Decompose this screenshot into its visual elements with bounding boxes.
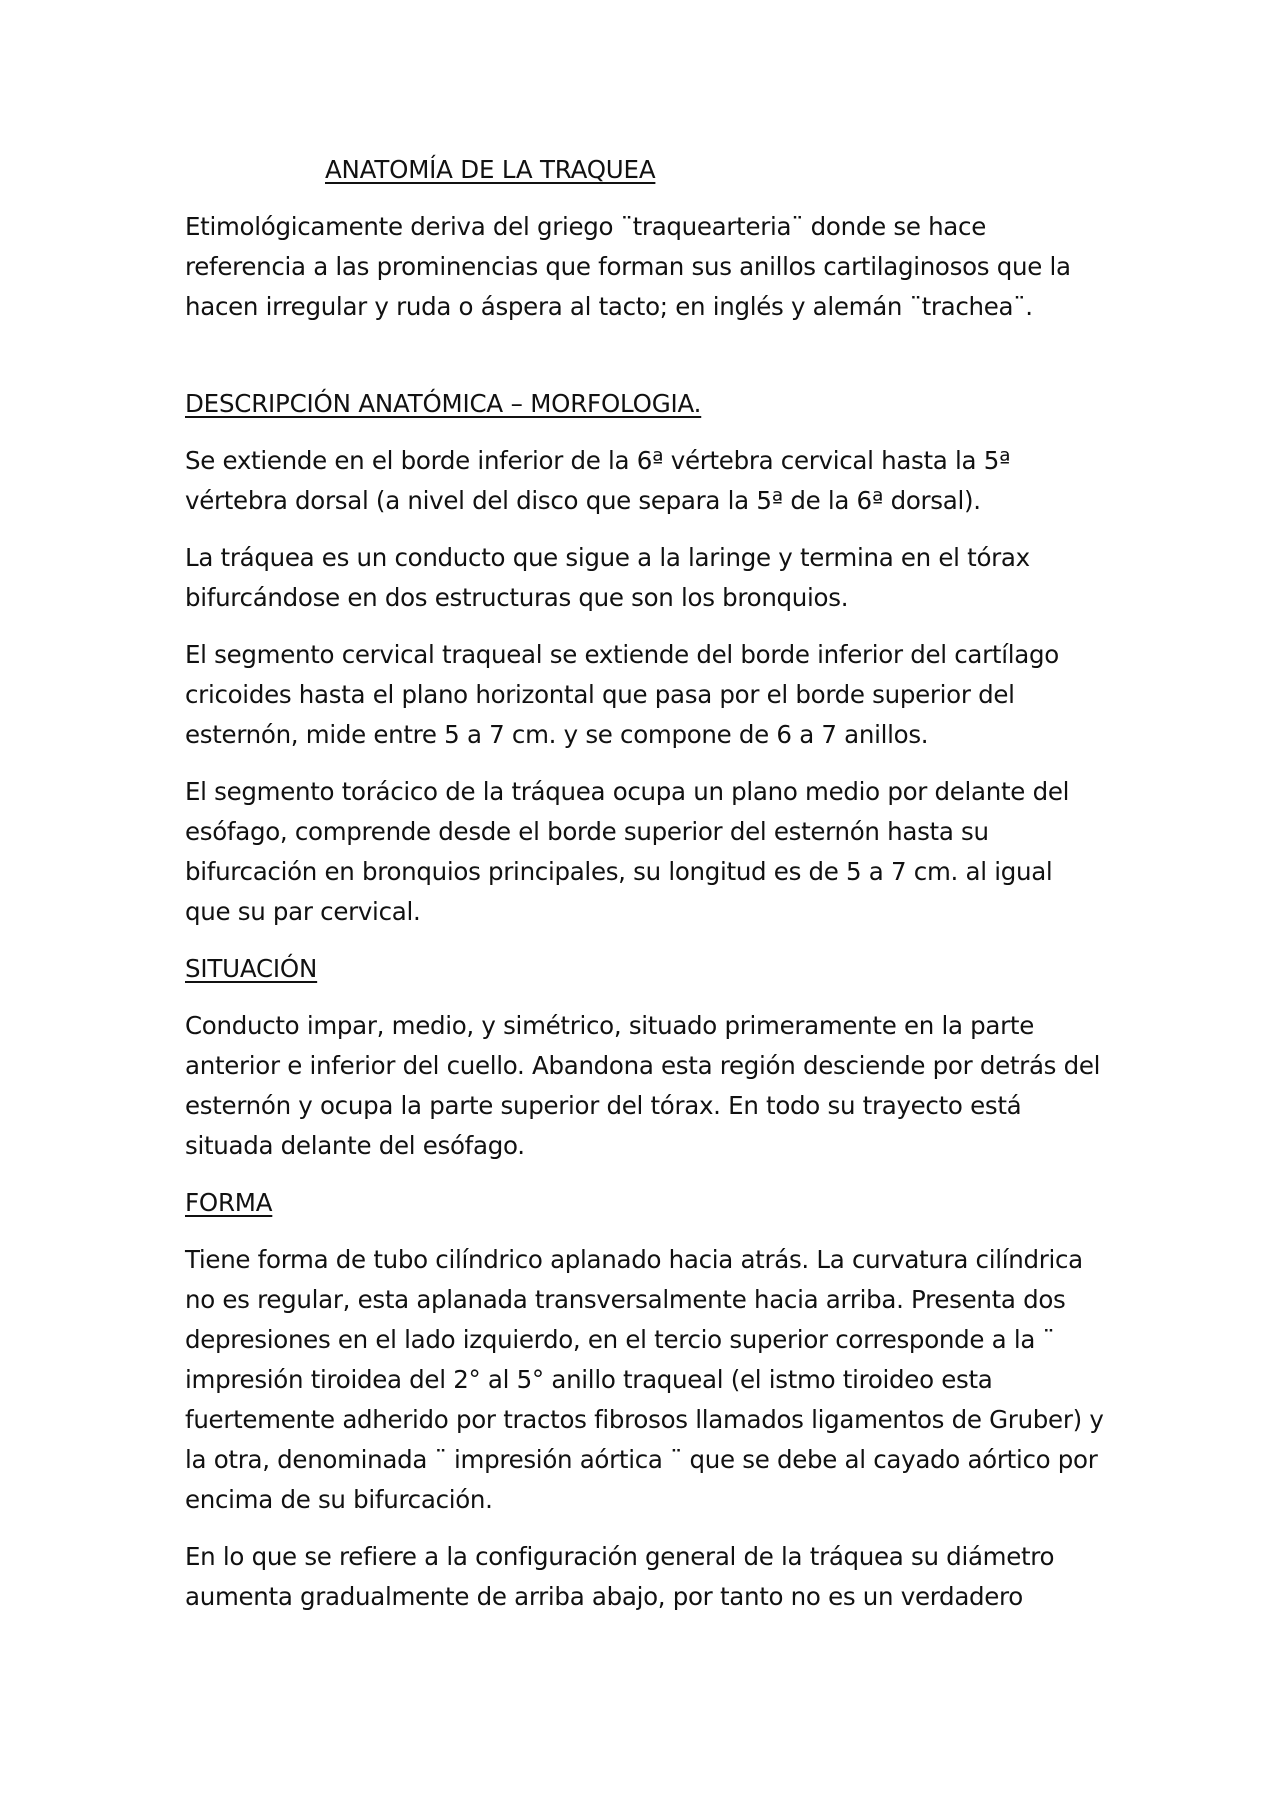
paragraph: El segmento torácico de la tráquea ocupa un plano medio por delante del esófago, comprende desde el borde superior del esternón hasta su bifurcación en bronquios principales, su longitud es de 5 a 7 cm. al igual que su par cervical. <box>185 777 1070 926</box>
spacer <box>185 190 1105 207</box>
paragraph: Se extiende en el borde inferior de la 6ª vértebra cervical hasta la 5ª vértebra dorsal (a nivel del disco que separa la 5ª de la 6ª dorsal). <box>185 446 1011 515</box>
paragraph: Tiene forma de tubo cilíndrico aplanado hacia atrás. La curvatura cilíndrica no es regular, esta aplanada transversalmente hacia arriba. Presenta dos depresiones en el lado izquierdo, en el tercio superior corresponde a la ¨ impresión tiroidea del 2° al 5° anillo traqueal (el istmo tiroideo esta fuertemente adherido por tractos fibrosos llamados ligamentos de Gruber) y la otra, denominada ¨ impresión aórtica ¨ que se debe al cayado aórtico por encima de su bifurcación. <box>185 1245 1104 1514</box>
spacer <box>185 932 1105 949</box>
spacer <box>185 424 1105 441</box>
paragraph: En lo que se refiere a la configuración general de la tráquea su diámetro aumenta gradualmente de arriba abajo, por tanto no es un verdadero <box>185 1542 1055 1611</box>
spacer <box>185 1223 1105 1240</box>
document-title: ANATOMÍA DE LA TRAQUEA <box>325 155 656 184</box>
paragraph: La tráquea es un conducto que sigue a la laringe y termina en el tórax bifurcándose en dos estructuras que son los bronquios. <box>185 543 1030 612</box>
section-heading-descripcion: DESCRIPCIÓN ANATÓMICA – MORFOLOGIA. <box>185 389 702 418</box>
paragraph: Conducto impar, medio, y simétrico, situado primeramente en la parte anterior e inferior del cuello. Abandona esta región desciende por detrás del esternón y ocupa la parte superior del tórax. En todo su trayecto está situada delante del esófago. <box>185 1011 1101 1160</box>
intro-paragraph: Etimológicamente deriva del griego ¨traquearteria¨ donde se hace referencia a las prominencias que forman sus anillos cartilaginosos que la hacen irregular y ruda o áspera al tacto; en inglés y alemán ¨trachea¨. <box>185 212 1071 321</box>
spacer <box>185 989 1105 1006</box>
section-heading-forma: FORMA <box>185 1188 273 1217</box>
spacer <box>185 1166 1105 1183</box>
spacer <box>185 1520 1105 1537</box>
spacer <box>185 327 1105 384</box>
spacer <box>185 521 1105 538</box>
section-heading-situacion: SITUACIÓN <box>185 954 318 983</box>
spacer <box>185 618 1105 635</box>
paragraph: El segmento cervical traqueal se extiende del borde inferior del cartílago cricoides hasta el plano horizontal que pasa por el borde superior del esternón, mide entre 5 a 7 cm. y se compone de 6 a 7 anillos. <box>185 640 1059 749</box>
spacer <box>185 755 1105 772</box>
document-page <box>185 150 1105 1617</box>
